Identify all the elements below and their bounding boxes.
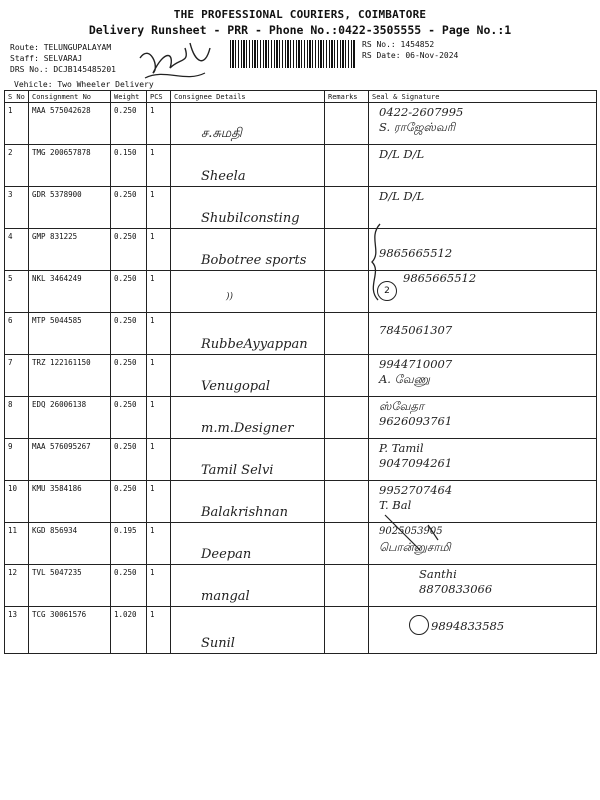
table-header-row [5,91,597,103]
cell-consignment: GMP 831225 [29,229,111,271]
signature-line-2: A. வேணு [379,372,430,386]
cell-sno: 10 [5,481,29,523]
cell-pcs: 1 [147,313,171,355]
route-label: Route: TELUNGUPALAYAM [10,43,112,52]
cell-pcs: 1 [147,355,171,397]
table-row [5,271,597,313]
consignee-handwriting: RubbeAyyappan [201,337,308,352]
table-row [5,313,597,355]
table-row [5,523,597,565]
cell-weight: 0.250 [111,397,147,439]
cell-pcs: 1 [147,271,171,313]
consignee-mark: )) [226,292,234,302]
cell-consignee [171,607,325,654]
cell-sno: 13 [5,607,29,654]
cell-weight: 0.250 [111,565,147,607]
rs-date-label: RS Date: 06-Nov-2024 [362,51,459,60]
cell-pcs: 1 [147,187,171,229]
cell-remarks [325,313,369,355]
cell-pcs: 1 [147,439,171,481]
cell-sno: 9 [5,439,29,481]
table-row [5,481,597,523]
cell-signature [369,481,597,523]
cell-weight: 0.195 [111,523,147,565]
cell-consignment: EDQ 26006138 [29,397,111,439]
col-header-weight: Weight [111,91,147,103]
cell-sno: 3 [5,187,29,229]
cell-weight: 0.250 [111,271,147,313]
cell-consignee [171,439,325,481]
cell-weight: 0.250 [111,313,147,355]
cell-remarks [325,565,369,607]
cell-consignment: TVL 5047235 [29,565,111,607]
consignee-handwriting: Sunil [201,636,235,651]
cell-consignment: TMG 200657878 [29,145,111,187]
signature-line-1: 0422-2607995 [379,105,464,119]
cell-signature [369,355,597,397]
cell-remarks [325,481,369,523]
cell-weight: 0.250 [111,481,147,523]
signature-line-1: 9944710007 [379,357,453,371]
table-row [5,565,597,607]
signature-line-1: Santhi [419,567,457,581]
cell-remarks [325,229,369,271]
cell-pcs: 1 [147,481,171,523]
cell-consignment: MAA 576095267 [29,439,111,481]
table-row [5,439,597,481]
consignee-handwriting: Tamil Selvi [201,463,274,478]
cell-sno: 7 [5,355,29,397]
cell-signature [369,439,597,481]
cell-consignment: KGD 856934 [29,523,111,565]
cell-consignee [171,103,325,145]
consignee-handwriting: Sheela [201,169,246,184]
cell-signature [369,313,597,355]
table-row [5,607,597,654]
drs-label: DRS No.: DCJB145485201 [10,65,116,74]
signature-line-2: 9047094261 [379,456,453,470]
signature-line-1: 9952707464 [379,483,453,497]
cell-signature [369,145,597,187]
barcode [230,40,355,68]
cell-signature [369,523,597,565]
signature-line-2: S. ராஜேஸ்வரி [379,120,456,134]
consignee-handwriting: Bobotree sports [201,253,307,268]
cell-pcs: 1 [147,229,171,271]
cell-sno: 2 [5,145,29,187]
table-row [5,103,597,145]
signature-line-1: D/L D/L [379,189,425,203]
circled-number-stamp: 2 [377,281,397,301]
document-title: THE PROFESSIONAL COURIERS, COIMBATORE [173,8,427,21]
cell-consignment: KMU 3584186 [29,481,111,523]
cell-consignee [171,145,325,187]
cell-consignment: MTP 5044585 [29,313,111,355]
cell-consignee [171,397,325,439]
cell-pcs: 1 [147,145,171,187]
cell-consignee [171,523,325,565]
cell-consignee [171,565,325,607]
runsheet-table [4,90,597,654]
cell-consignment: NKL 3464249 [29,271,111,313]
signature-line-1: 9025053905 [379,526,443,537]
signature-line-1: ஸ்வேதா [379,399,425,413]
cell-signature [369,103,597,145]
cell-weight: 1.020 [111,607,147,654]
cell-weight: 0.250 [111,103,147,145]
rs-no-label: RS No.: 1454852 [362,40,435,49]
table-row [5,397,597,439]
consignee-handwriting: ச.சுமதி [201,126,242,141]
cell-weight: 0.250 [111,355,147,397]
staff-label: Staff: SELVARAJ [10,54,83,63]
signature-line-2: 9865665512 [403,271,477,285]
cell-pcs: 1 [147,103,171,145]
signature-line-2: 8870833066 [419,582,493,596]
cell-remarks [325,187,369,229]
cell-sno: 6 [5,313,29,355]
cell-signature [369,397,597,439]
signature-line-2: T. Bal [379,498,412,512]
col-header-sno: S No [5,91,29,103]
consignee-handwriting: Venugopal [201,379,271,394]
cell-signature [369,229,597,271]
cell-signature [369,187,597,229]
col-header-remarks: Remarks [325,91,369,103]
document-subtitle: Delivery Runsheet - PRR - Phone No.:0422-3505555 - Page No.:1 [88,23,512,37]
cell-pcs: 1 [147,397,171,439]
cell-sno: 11 [5,523,29,565]
cell-consignee [171,271,325,313]
cell-consignment: TRZ 122161150 [29,355,111,397]
consignee-handwriting: m.m.Designer [201,421,294,436]
cell-consignee [171,355,325,397]
cell-weight: 0.250 [111,187,147,229]
signature-line-1: P. Tamil [379,441,424,455]
cell-sno: 5 [5,271,29,313]
table-row [5,187,597,229]
cell-remarks [325,145,369,187]
cell-signature [369,565,597,607]
consignee-handwriting: mangal [201,589,250,604]
signature-line-1: 7845061307 [379,323,453,337]
cell-pcs: 1 [147,523,171,565]
cell-pcs: 1 [147,565,171,607]
cell-remarks [325,103,369,145]
vehicle-label: Vehicle: Two Wheeler Delivery [14,80,154,89]
cell-pcs: 1 [147,607,171,654]
col-header-pcs: PCS [147,91,171,103]
cell-weight: 0.150 [111,145,147,187]
cell-sno: 4 [5,229,29,271]
cell-consignee [171,229,325,271]
consignee-handwriting: Balakrishnan [201,505,289,520]
consignee-handwriting: Shubilconsting [201,211,300,226]
cell-signature [369,607,597,654]
signature-line-1: D/L D/L [379,147,425,161]
col-header-signature: Seal & Signature [369,91,597,103]
cell-sno: 1 [5,103,29,145]
cell-weight: 0.250 [111,229,147,271]
cell-remarks [325,355,369,397]
col-header-consignee: Consignee Details [171,91,325,103]
cell-sno: 8 [5,397,29,439]
signature-line-2: 9626093761 [379,414,453,428]
cell-remarks [325,397,369,439]
col-header-consignment: Consignment No [29,91,111,103]
meta-left-block [10,42,116,75]
signature-line-2: 9865665512 [379,246,453,260]
cell-remarks [325,523,369,565]
signature-circle-mark [409,615,429,635]
cell-consignment: TCG 30061576 [29,607,111,654]
cell-remarks [325,439,369,481]
cell-consignment: MAA 575042628 [29,103,111,145]
cell-remarks [325,607,369,654]
meta-right-block [362,39,458,61]
signature-line-2: பொன்னுசாமி [379,540,451,554]
cell-consignee [171,481,325,523]
cell-remarks [325,271,369,313]
cell-weight: 0.250 [111,439,147,481]
cell-sno: 12 [5,565,29,607]
cell-consignee [171,187,325,229]
cell-consignment: GDR 5378900 [29,187,111,229]
table-row [5,145,597,187]
table-row [5,355,597,397]
table-row [5,229,597,271]
cell-consignee [171,313,325,355]
cell-signature [369,271,597,313]
consignee-handwriting: Deepan [201,547,252,562]
signature-line-1: 9894833585 [431,619,505,633]
